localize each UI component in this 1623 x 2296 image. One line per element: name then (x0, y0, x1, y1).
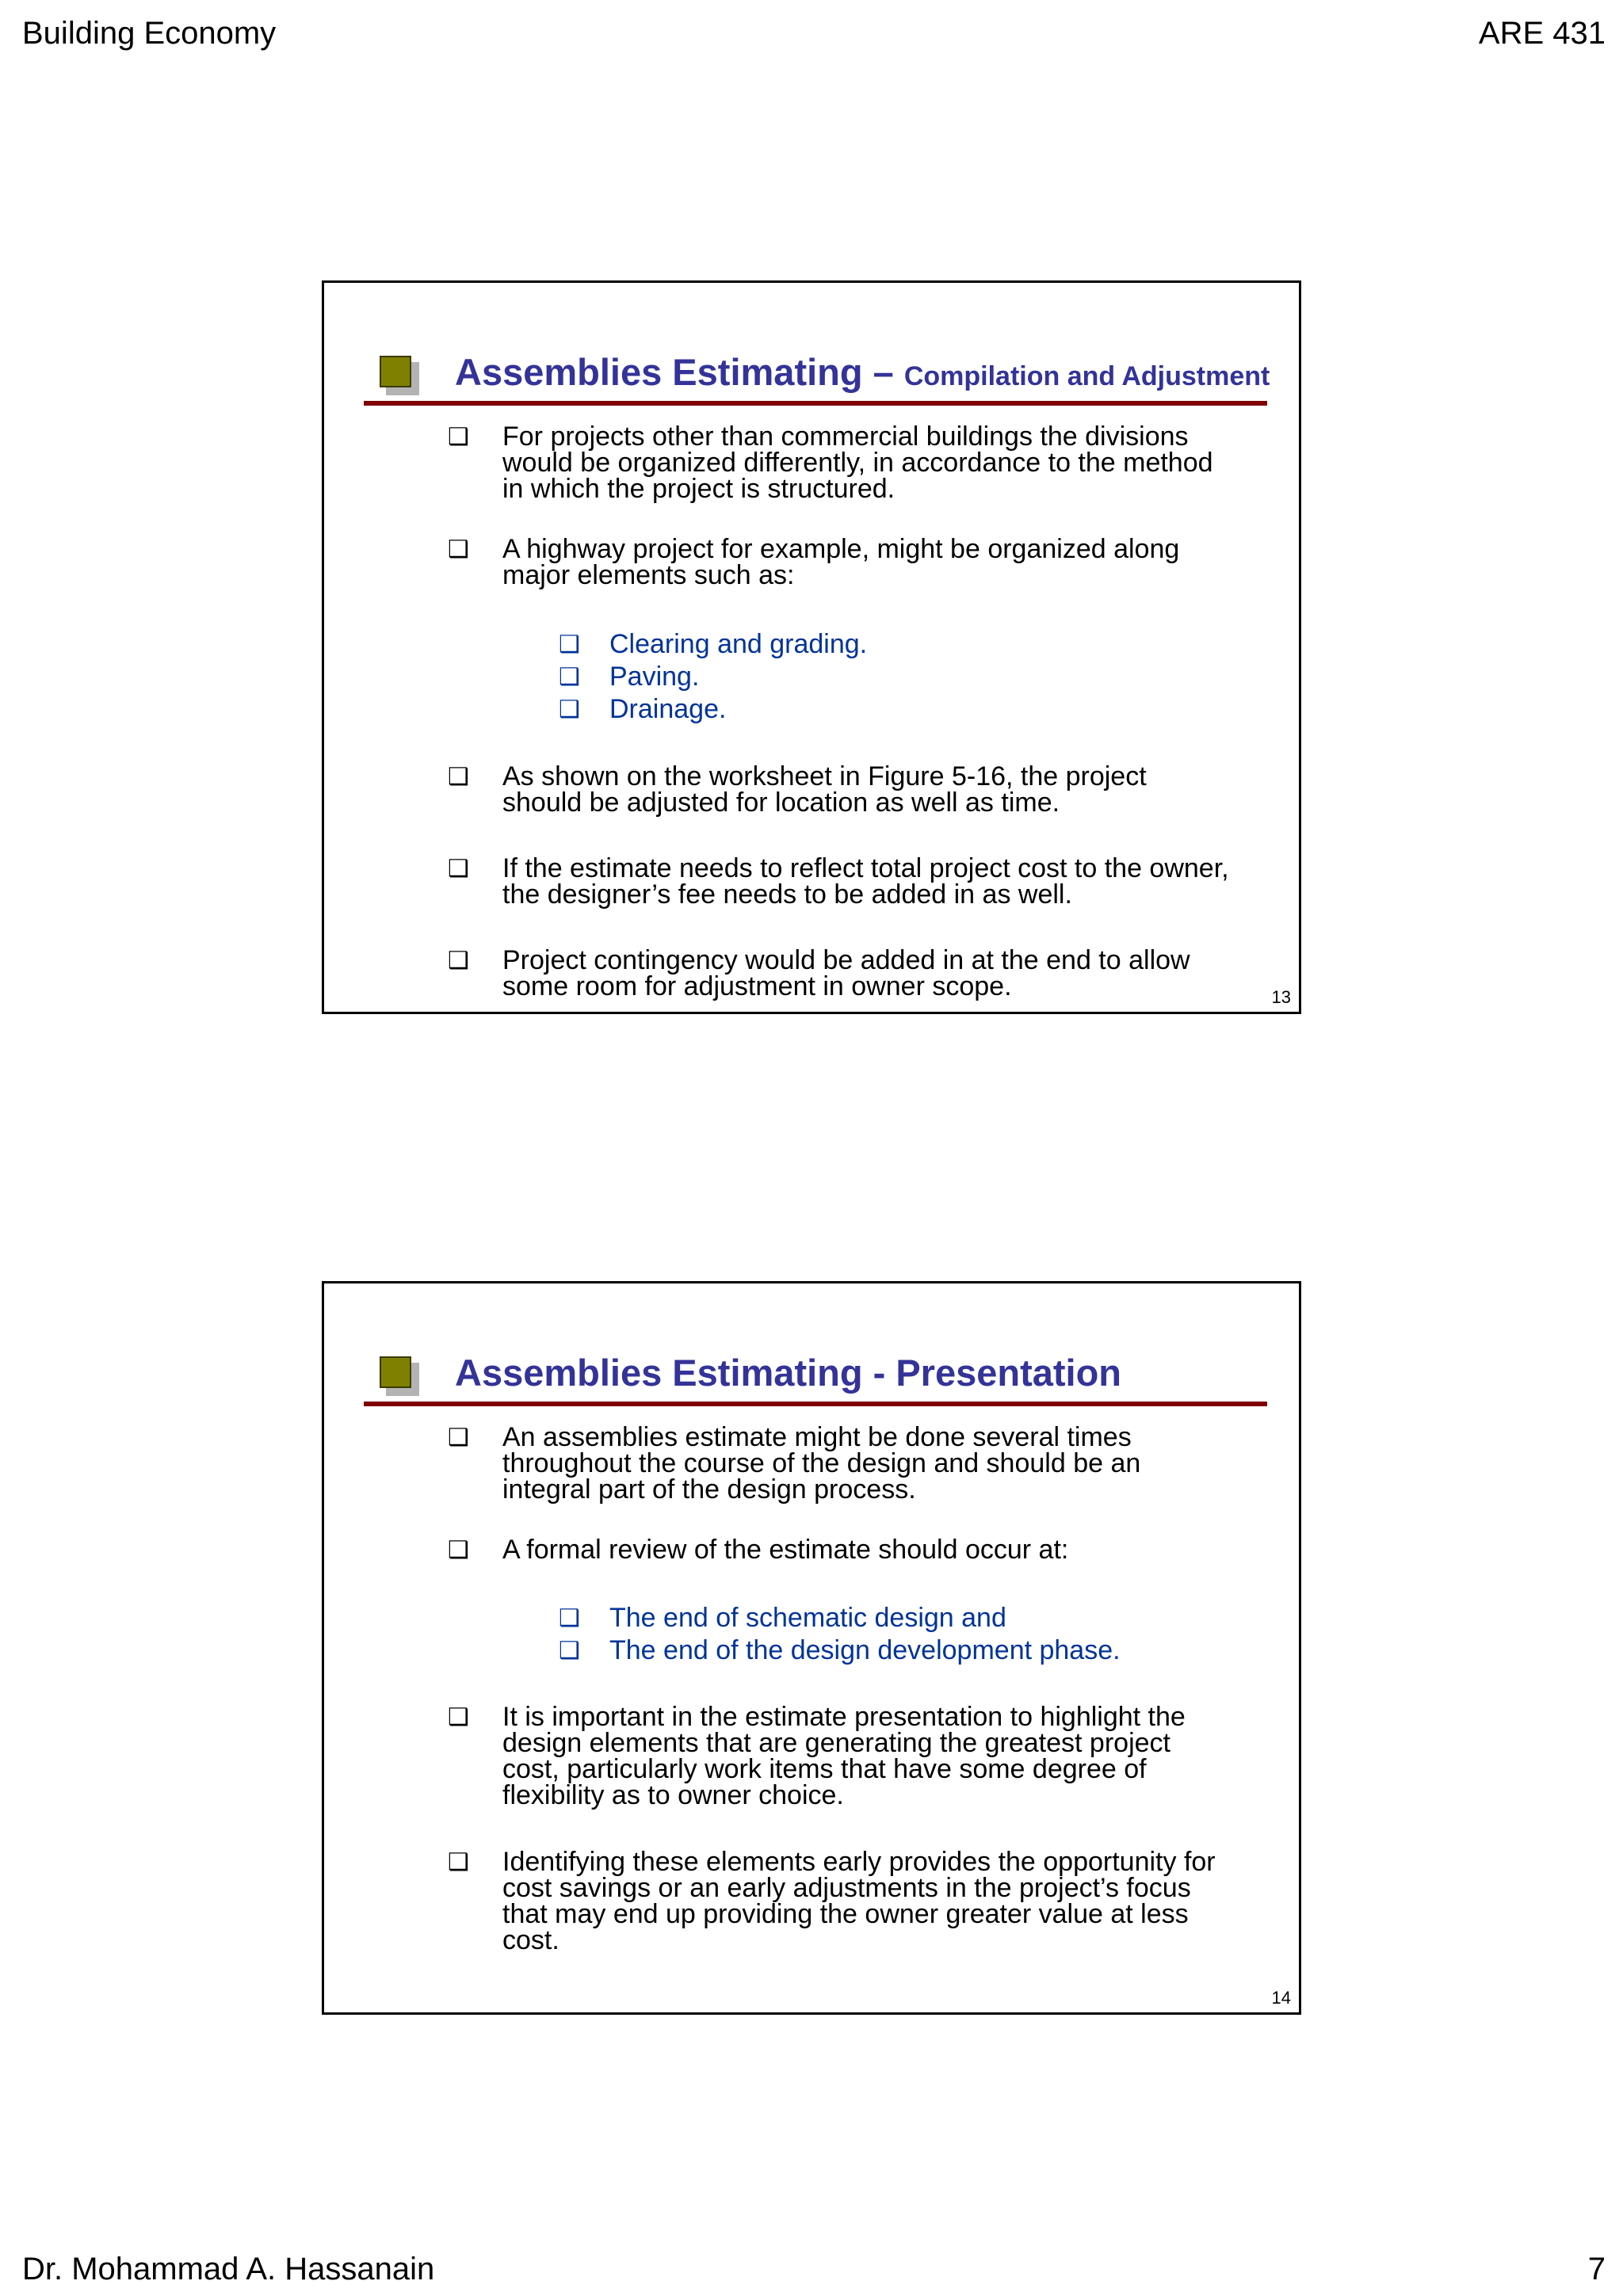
bullet-list: ❑ An assemblies estimate might be done several times throughout the course of the design and should be an integral part of the design process. ❑ A formal review of the estimate should occur at: ❑ The end of schematic design and ❑ The end of the design development phase. ❑ It is important in the estimate presentation to highlight the design elements that are generating the greatest project cost, particularly work items that have some degree of flexibility as to owner choice. ❑ Identifying these elements early provides the opportunity for cost savings or an early adjustments in the project’s focus that may end up providing the owner greater value at less cost. (448, 1422, 1216, 1955)
slide-subtitle: Compilation and Adjustment (903, 361, 1270, 391)
bullet-list: ❑ For projects other than commercial buildings the divisions would be organized differently, in accordance to the method in which the project is structured. ❑ A highway project for example, might be organized along major elements such as: ❑ Clearing and grading. ❑ Paving. ❑ Drainage. ❑ As shown on the worksheet in Figure 5-16, the project should be adjusted for location as well as time. ❑ If the estimate needs to reflect total project cost to the owner, the designer’s fee needs to be added in as well. ❑ Project contingency would be added in at the end to allow some room for adjustment in owner scope. (448, 421, 1229, 1001)
page-header-course-code: ARE 431 (1478, 16, 1606, 51)
checkbox-bullet-icon: ❑ (559, 1604, 580, 1632)
checkbox-bullet-icon: ❑ (559, 663, 580, 691)
slide-14 (322, 1281, 1301, 2015)
checkbox-bullet-icon: ❑ (448, 1424, 469, 1451)
checkbox-bullet-icon: ❑ (448, 855, 469, 883)
checkbox-bullet-icon: ❑ (448, 536, 469, 563)
slide-title-main: Assemblies Estimating – (455, 351, 894, 393)
page-footer-author: Dr. Mohammad A. Hassanain (22, 2252, 435, 2286)
slide-number: 14 (1271, 1988, 1291, 2008)
checkbox-bullet-icon: ❑ (559, 1637, 580, 1665)
checkbox-bullet-icon: ❑ (448, 1848, 469, 1876)
page-header-course-title: Building Economy (22, 16, 277, 51)
page-number: 7 (1587, 2252, 1606, 2286)
checkbox-bullet-icon: ❑ (559, 696, 580, 723)
checkbox-bullet-icon: ❑ (448, 947, 469, 974)
slide-title-main: Assemblies Estimating - Presentation (455, 1352, 1122, 1394)
checkbox-bullet-icon: ❑ (448, 423, 469, 451)
slide-number: 13 (1271, 987, 1291, 1007)
checkbox-bullet-icon: ❑ (448, 1536, 469, 1564)
slide-13 (322, 280, 1301, 1014)
checkbox-bullet-icon: ❑ (448, 763, 469, 791)
checkbox-bullet-icon: ❑ (559, 631, 580, 658)
checkbox-bullet-icon: ❑ (448, 1703, 469, 1731)
